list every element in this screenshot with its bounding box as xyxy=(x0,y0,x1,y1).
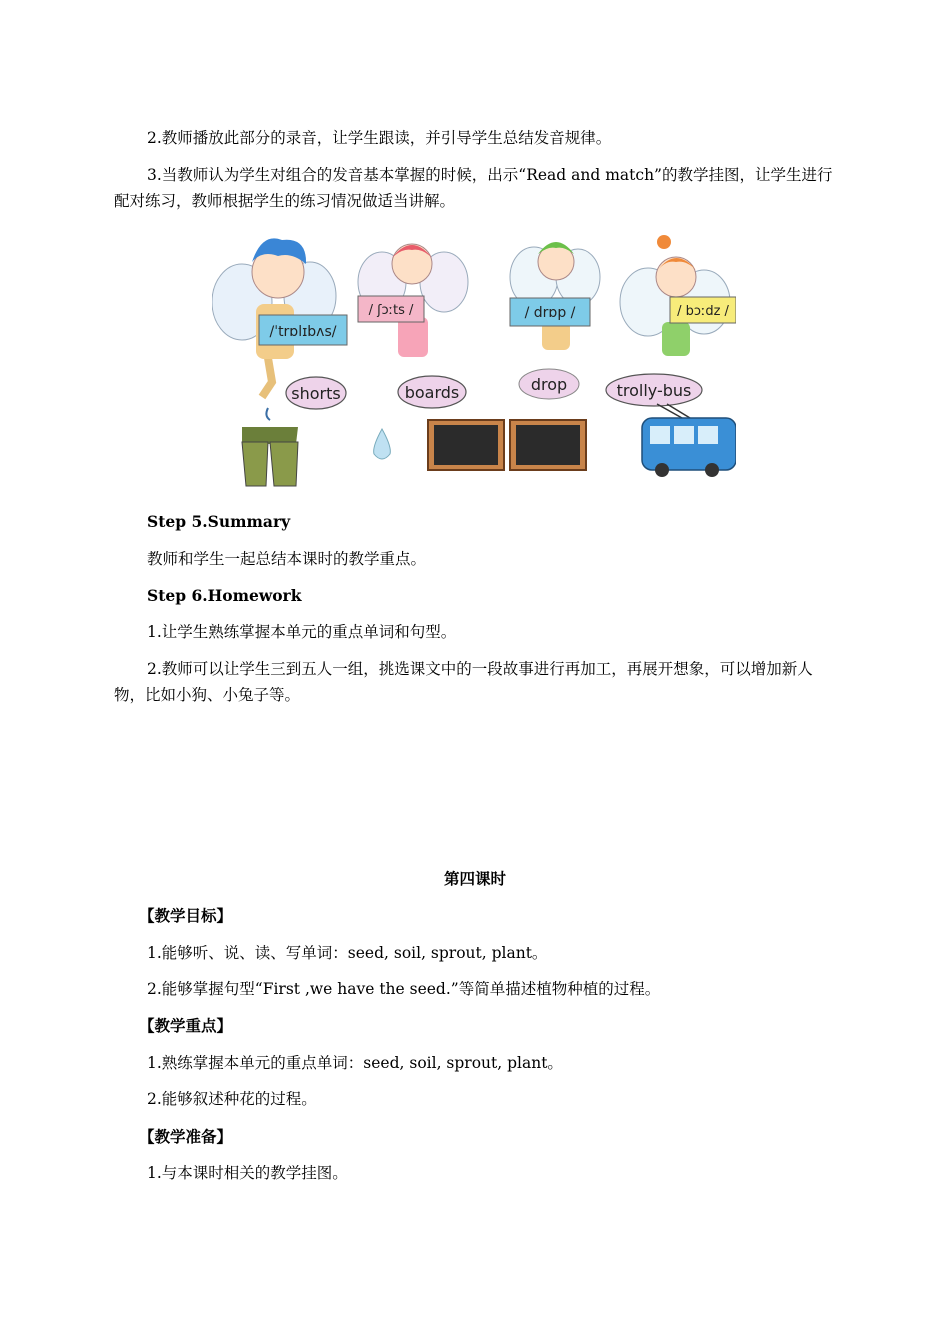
fairy-girl-orange-hair xyxy=(620,235,730,356)
step-heading: Step 5.Summary xyxy=(147,512,291,531)
lesson-title: 第四课时 xyxy=(443,869,506,888)
phonetic-label: /ˈtrɒlɪbʌs/ xyxy=(269,324,337,340)
water-drop-picture xyxy=(374,429,391,459)
paragraph: 2.教师播放此部分的录音，让学生跟读，并引导学生总结发音规律。 xyxy=(147,129,612,147)
paragraph: 2.能够掌握句型“First ,we have the seed.”等简单描述植物种植的过程。 xyxy=(147,980,661,998)
paragraph: 3.当教师认为学生对组合的发音基本掌握的时候，出示“Read and match”的教学挂图，让学生进行配对练习，教师根据学生的练习情况做适当讲解。 xyxy=(114,166,833,210)
paragraph: 2.能够叙述种花的过程。 xyxy=(147,1090,317,1108)
paragraph: 2.教师可以让学生三到五人一组，挑选课文中的一段故事进行再加工，再展开想象，可以增加新人物，比如小狗、小兔子等。 xyxy=(114,660,813,704)
phonetic-label: / bɔːdz / xyxy=(677,304,729,319)
fairy-boy-green-hair xyxy=(510,242,600,350)
paragraph: 1.能够听、说、读、写单词：seed, soil, sprout, plant。 xyxy=(147,944,548,962)
word-label: boards xyxy=(404,383,460,402)
word-label: drop xyxy=(530,375,568,394)
phonetic-label: / drɒp / xyxy=(524,305,576,321)
paragraph: 教师和学生一起总结本课时的教学重点。 xyxy=(147,550,427,568)
shorts-picture xyxy=(242,408,298,486)
step-heading: Step 6.Homework xyxy=(147,586,302,605)
paragraph: 1.与本课时相关的教学挂图。 xyxy=(147,1164,348,1182)
paragraph: 1.让学生熟练掌握本单元的重点单词和句型。 xyxy=(147,623,457,641)
section-heading: 【教学准备】 xyxy=(139,1127,233,1146)
paragraph: 1.熟练掌握本单元的重点单词：seed, soil, sprout, plant。 xyxy=(147,1054,563,1072)
phonetic-label: / ʃɔːts / xyxy=(368,303,414,318)
trolley-bus-picture xyxy=(642,404,736,477)
boards-picture xyxy=(428,420,586,470)
word-label: shorts xyxy=(291,384,341,403)
section-heading: 【教学重点】 xyxy=(139,1016,233,1035)
read-and-match-illustration xyxy=(212,222,736,496)
section-heading: 【教学目标】 xyxy=(139,906,233,925)
word-label: trolly-bus xyxy=(616,381,692,400)
